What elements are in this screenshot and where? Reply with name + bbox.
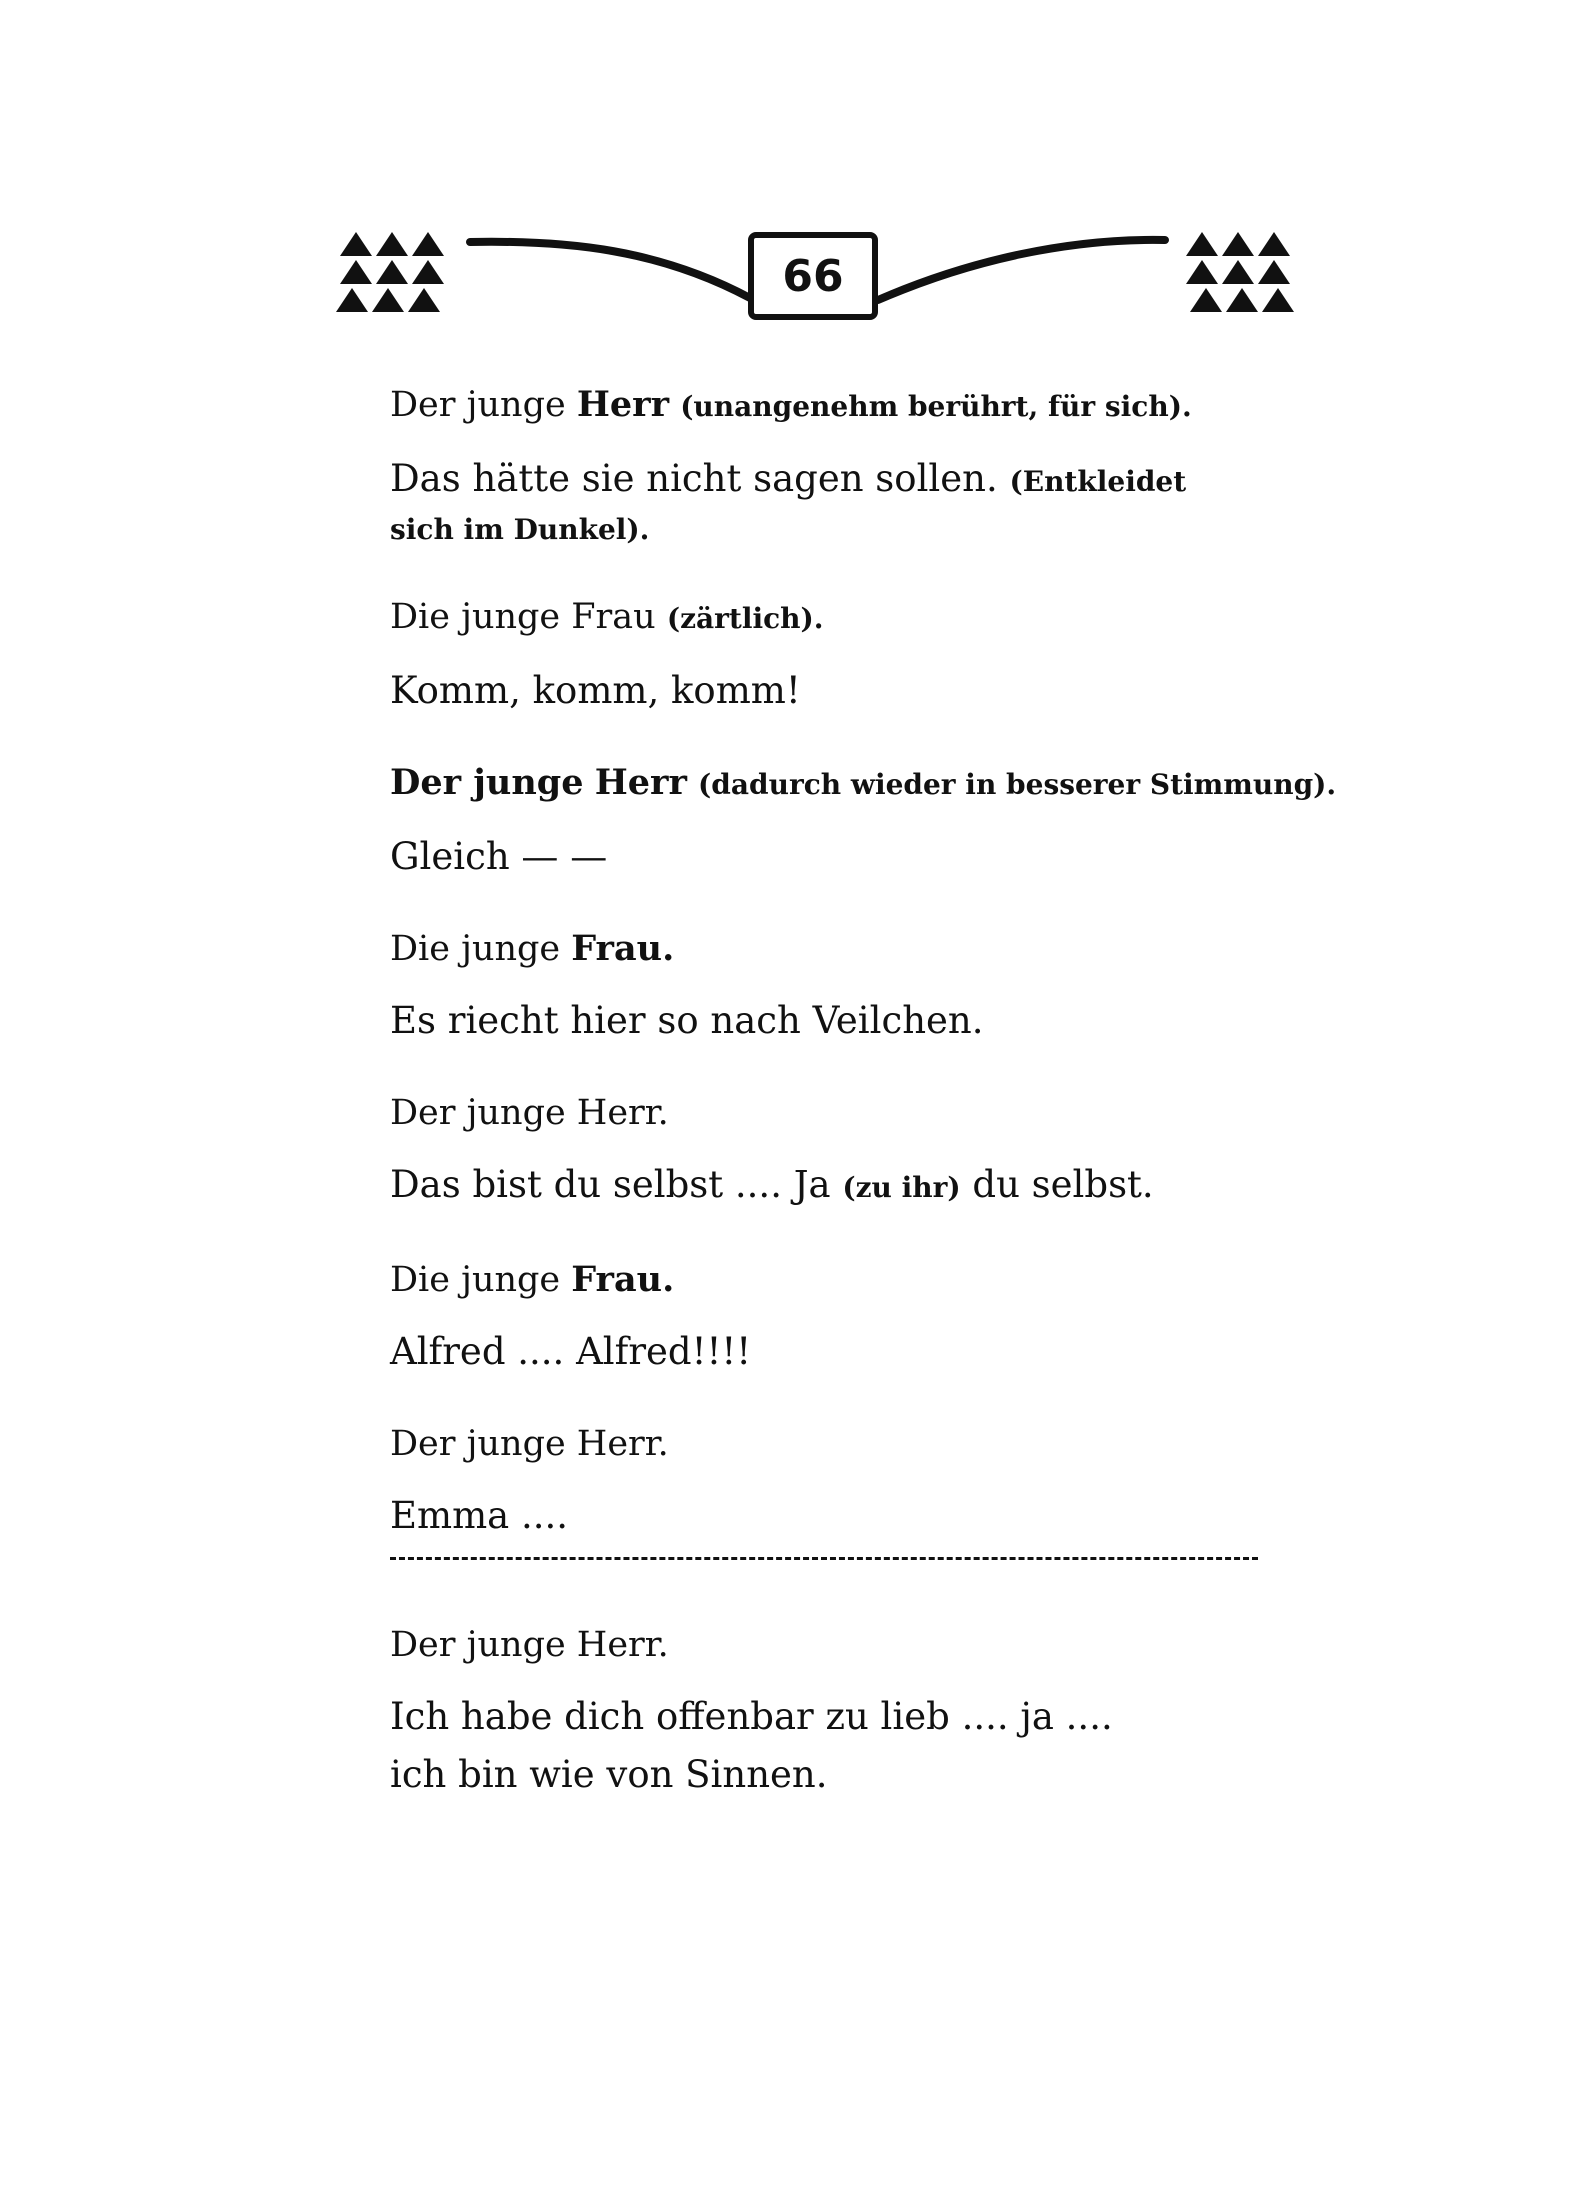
spoken-text: Das hätte sie nicht sagen sollen. bbox=[390, 457, 998, 500]
page-number: 66 bbox=[748, 232, 878, 320]
spoken-text: Komm, komm, komm! bbox=[390, 669, 801, 712]
spoken-text: Alfred .... Alfred!!!! bbox=[390, 1330, 752, 1373]
spoken-text: Emma .... bbox=[390, 1494, 569, 1537]
spoken-line bbox=[390, 454, 1270, 507]
stage-direction: (zu ihr) bbox=[842, 1171, 961, 1204]
spoken-text: Es riecht hier so nach Veilchen. bbox=[390, 999, 984, 1042]
speaker-line bbox=[390, 924, 1270, 974]
speaker-name: Die junge bbox=[390, 1260, 561, 1300]
speaker-name: Die junge bbox=[390, 929, 561, 969]
speaker-name: Der junge bbox=[390, 385, 566, 425]
spoken-line bbox=[390, 1160, 1270, 1213]
dialogue-text bbox=[390, 380, 1337, 1800]
speaker-name-bold: Herr bbox=[576, 384, 670, 425]
spoken-line bbox=[390, 666, 1270, 716]
spoken-line bbox=[390, 1750, 1270, 1800]
spoken-text: du selbst. bbox=[972, 1163, 1154, 1206]
spoken-line bbox=[390, 1692, 1270, 1742]
spoken-line bbox=[390, 1327, 1270, 1377]
spoken-text: ich bin wie von Sinnen. bbox=[390, 1753, 828, 1796]
speaker-line bbox=[390, 1255, 1270, 1305]
speaker-line bbox=[390, 758, 1337, 810]
stage-direction: (dadurch wieder in besserer Stimmung). bbox=[698, 768, 1337, 801]
spoken-line bbox=[390, 832, 1270, 882]
triangle-cluster-ornament-left bbox=[330, 230, 480, 320]
running-header bbox=[330, 220, 1300, 330]
speaker-name: Der junge Herr. bbox=[390, 1625, 669, 1665]
stage-direction: (zärtlich). bbox=[666, 602, 824, 635]
speaker-name: Die junge Frau bbox=[390, 597, 656, 637]
spoken-text: Gleich — — bbox=[390, 835, 608, 878]
spoken-line bbox=[390, 507, 1270, 550]
speaker-line bbox=[390, 1088, 1270, 1138]
speaker-line bbox=[390, 592, 1270, 644]
speaker-name-bold: Herr bbox=[594, 762, 687, 803]
speaker-line bbox=[390, 1620, 1270, 1670]
speaker-line bbox=[390, 1419, 1270, 1469]
spoken-line bbox=[390, 996, 1270, 1046]
stage-direction: sich im Dunkel). bbox=[390, 513, 650, 546]
speaker-name: Der junge Herr. bbox=[390, 1424, 669, 1464]
speaker-name-bold: Frau. bbox=[571, 928, 675, 969]
spoken-line bbox=[390, 1491, 1270, 1541]
triangle-cluster-ornament-right bbox=[1150, 230, 1300, 320]
speaker-name: Der junge bbox=[390, 762, 584, 803]
spoken-text: Ich habe dich offenbar zu lieb .... ja .... bbox=[390, 1695, 1113, 1738]
speaker-line bbox=[390, 380, 1270, 432]
speaker-name: Der junge Herr. bbox=[390, 1093, 669, 1133]
stage-direction: (unangenehm berührt, für sich). bbox=[680, 390, 1192, 423]
speaker-name-bold: Frau. bbox=[571, 1259, 675, 1300]
spoken-text: Das bist du selbst .... Ja bbox=[390, 1163, 831, 1206]
stage-direction: (Entkleidet bbox=[1009, 465, 1187, 498]
